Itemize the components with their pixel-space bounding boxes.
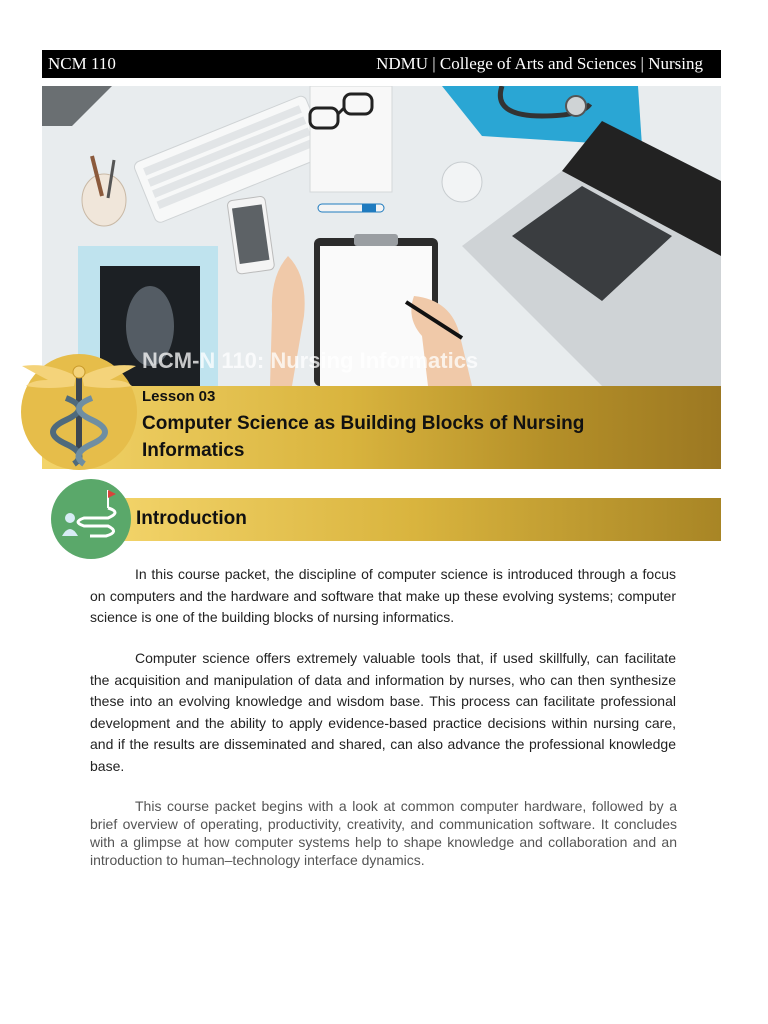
desk-scene-illustration xyxy=(42,86,721,386)
institution-label: NDMU | College of Arts and Sciences | Nursing xyxy=(376,54,703,73)
intro-paragraph-3: This course packet begins with a look at common computer hardware, followed by a brief overview of operating, productivity, creativity, and communication software. It concludes with a glimpse at how computer systems help to shape knowledge and collaboration and an introduction to human–technology interface dynamics. xyxy=(90,798,677,868)
learning-path-icon xyxy=(50,478,132,560)
course-title: NCM-N 110: Nursing Informatics xyxy=(142,348,479,373)
hero-image xyxy=(42,86,721,386)
lesson-title: Computer Science as Building Blocks of Nursing Informatics xyxy=(142,413,585,461)
intro-paragraph-1: In this course packet, the discipline of computer science is introduced through a focus on computers and the hardware and software that make up these evolving systems; computer science is one of the building blocks of nursing informatics. xyxy=(90,566,676,625)
caduceus-icon xyxy=(18,350,138,472)
section-title: Introduction xyxy=(136,508,247,529)
lesson-number: Lesson 03 xyxy=(142,388,216,405)
page-header xyxy=(42,50,721,78)
intro-paragraph-2: Computer science offers extremely valuable tools that, if used skillfully, can facilitate the acquisition and manipulation of data and information by nurses, who can then synthesize these into an evolving knowledge and wisdom base. This process can facilitate professional development and the ability to apply evidence-based practice decisions within nursing care, and if the results are disseminated and shared, can also advance the professional knowledge base. xyxy=(90,650,676,774)
course-code: NCM 110 xyxy=(48,54,116,73)
